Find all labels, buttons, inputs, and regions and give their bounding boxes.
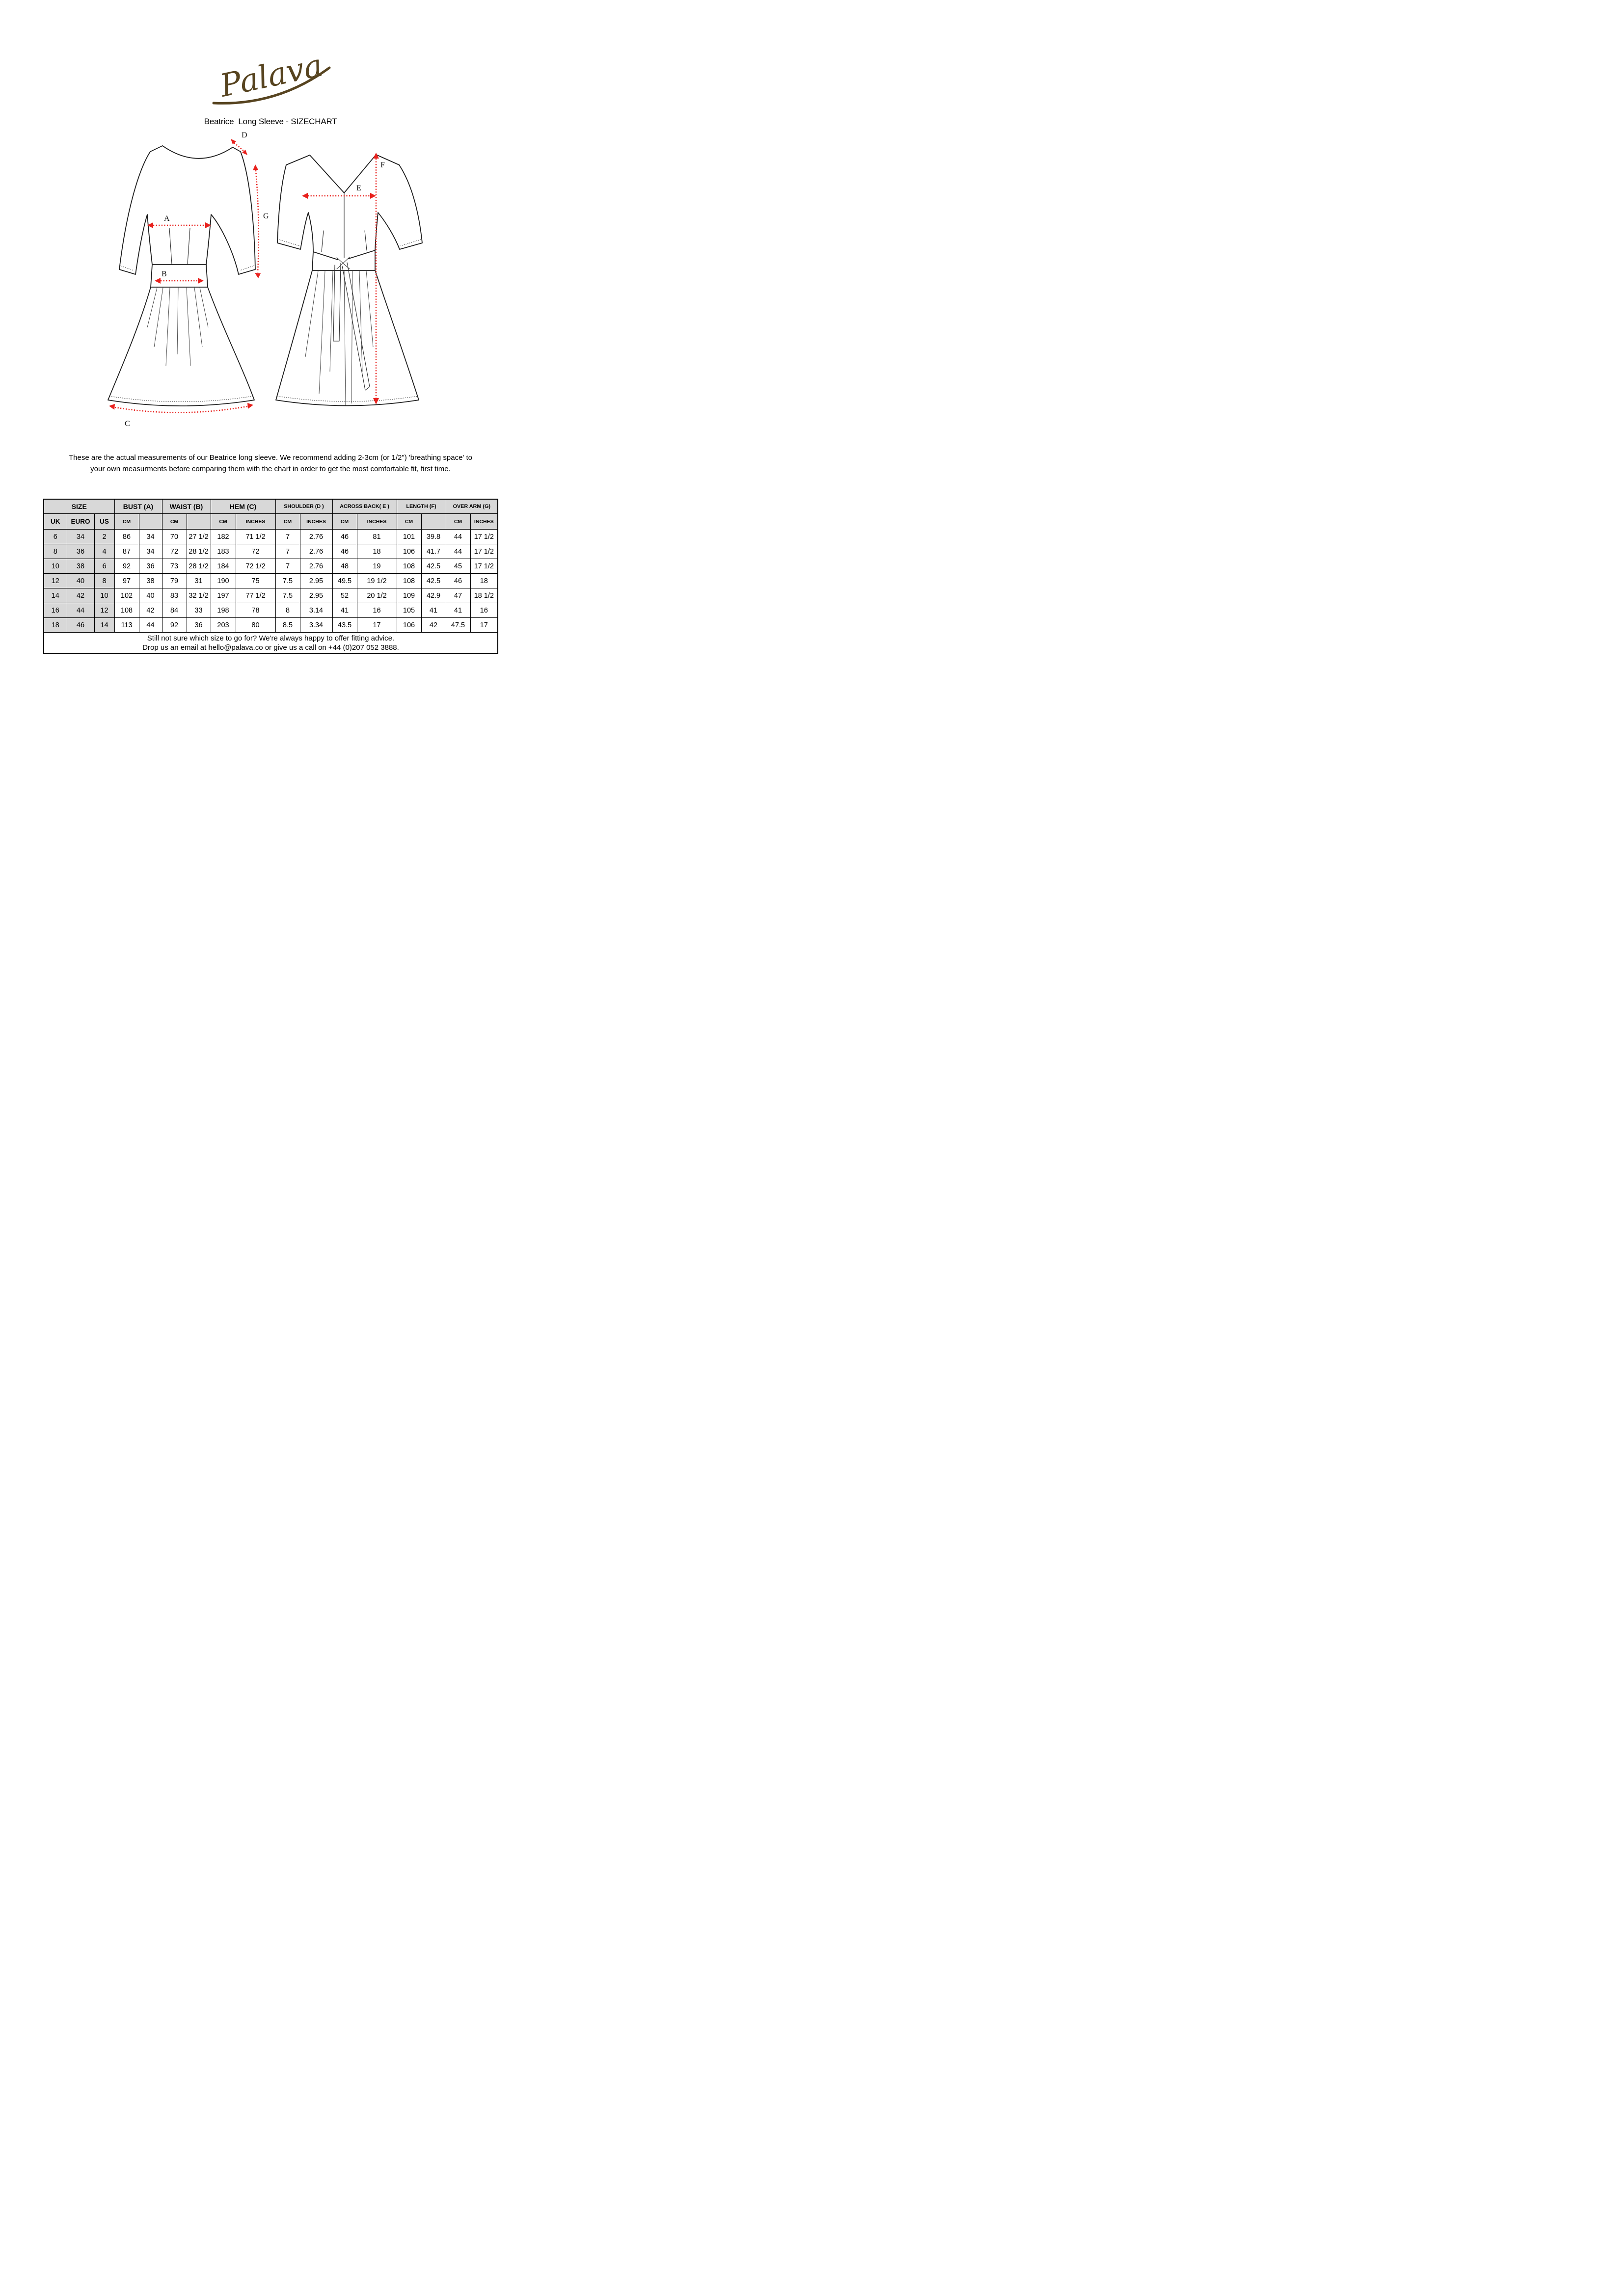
column-group-header: BUST (A) xyxy=(114,499,162,514)
table-cell: 20 1/2 xyxy=(357,588,397,603)
table-cell: 41 xyxy=(421,603,446,618)
column-subheader: INCHES xyxy=(470,514,498,530)
table-cell: 47.5 xyxy=(446,618,470,633)
table-cell: 14 xyxy=(94,618,114,633)
column-group-header: LENGTH (F) xyxy=(397,499,446,514)
shoulder-arrow xyxy=(234,143,244,151)
column-subheader: EURO xyxy=(67,514,94,530)
hem-label: C xyxy=(125,420,130,428)
column-subheader: CM xyxy=(162,514,187,530)
table-cell: 7.5 xyxy=(275,574,300,588)
table-cell: 106 xyxy=(397,544,421,559)
table-cell: 2.76 xyxy=(300,544,332,559)
table-cell: 38 xyxy=(67,559,94,574)
table-group-header-row xyxy=(44,499,498,514)
table-cell: 14 xyxy=(44,588,67,603)
table-cell: 3.34 xyxy=(300,618,332,633)
table-row xyxy=(44,618,498,633)
table-cell: 75 xyxy=(236,574,275,588)
front-hem-stitch-line xyxy=(109,396,253,402)
table-cell: 72 1/2 xyxy=(236,559,275,574)
table-cell: 46 xyxy=(67,618,94,633)
table-cell: 42.5 xyxy=(421,559,446,574)
hem-arrow xyxy=(115,406,247,413)
table-cell: 44 xyxy=(139,618,162,633)
table-cell: 17 1/2 xyxy=(470,544,498,559)
table-cell: 41 xyxy=(446,603,470,618)
table-cell: 40 xyxy=(139,588,162,603)
column-subheader: CM xyxy=(397,514,421,530)
table-cell: 31 xyxy=(187,574,211,588)
table-cell: 18 xyxy=(357,544,397,559)
table-cell: 183 xyxy=(211,544,236,559)
table-cell: 106 xyxy=(397,618,421,633)
table-cell: 42 xyxy=(139,603,162,618)
front-skirt-pleats xyxy=(147,288,208,366)
column-subheader: CM xyxy=(211,514,236,530)
table-cell: 12 xyxy=(44,574,67,588)
table-cell: 33 xyxy=(187,603,211,618)
table-cell: 52 xyxy=(332,588,357,603)
table-cell: 80 xyxy=(236,618,275,633)
column-subheader xyxy=(421,514,446,530)
column-subheader: CM xyxy=(114,514,139,530)
size-chart-section xyxy=(43,499,498,654)
table-row xyxy=(44,530,498,544)
footer-line-2: Drop us an email at hello@palava.co or give us a call on +44 (0)207 052 3888. xyxy=(142,643,399,652)
hem-arrowhead-left xyxy=(109,404,115,410)
table-row xyxy=(44,559,498,574)
front-bodice-darts xyxy=(169,228,190,264)
front-dress-diagram xyxy=(102,131,274,435)
table-cell: 184 xyxy=(211,559,236,574)
table-cell: 2.76 xyxy=(300,530,332,544)
table-row xyxy=(44,574,498,588)
table-cell: 42 xyxy=(67,588,94,603)
waist-arrowhead-right xyxy=(198,278,204,284)
column-subheader xyxy=(187,514,211,530)
table-cell: 87 xyxy=(114,544,139,559)
page-title: Beatrice Long Sleeve - SIZECHART xyxy=(204,117,337,126)
table-cell: 19 xyxy=(357,559,397,574)
across-back-label: E xyxy=(356,184,361,192)
table-cell: 92 xyxy=(162,618,187,633)
table-cell: 32 1/2 xyxy=(187,588,211,603)
back-tie-tail-diagonal xyxy=(342,263,370,390)
back-center-skirt-seam xyxy=(344,270,346,405)
column-group-header: SIZE xyxy=(44,499,114,514)
column-subheader: US xyxy=(94,514,114,530)
table-cell: 18 xyxy=(44,618,67,633)
column-subheader: CM xyxy=(446,514,470,530)
table-cell: 44 xyxy=(446,544,470,559)
table-row xyxy=(44,588,498,603)
table-cell: 108 xyxy=(397,574,421,588)
table-cell: 41 xyxy=(332,603,357,618)
table-cell: 81 xyxy=(357,530,397,544)
size-chart-table xyxy=(43,499,498,654)
table-cell: 8 xyxy=(94,574,114,588)
back-dress-outline xyxy=(276,155,422,406)
table-cell: 70 xyxy=(162,530,187,544)
table-cell: 36 xyxy=(187,618,211,633)
column-group-header: WAIST (B) xyxy=(162,499,211,514)
table-cell: 43.5 xyxy=(332,618,357,633)
table-cell: 44 xyxy=(67,603,94,618)
table-cell: 108 xyxy=(114,603,139,618)
hem-arrowhead-right xyxy=(247,403,253,409)
column-subheader: INCHES xyxy=(236,514,275,530)
table-cell: 197 xyxy=(211,588,236,603)
table-cell: 45 xyxy=(446,559,470,574)
shoulder-label: D xyxy=(242,131,247,139)
table-cell: 44 xyxy=(446,530,470,544)
over-arm-label: G xyxy=(263,212,269,220)
length-label: F xyxy=(380,161,385,169)
column-group-header: OVER ARM (G) xyxy=(446,499,498,514)
table-cell: 105 xyxy=(397,603,421,618)
column-group-header: ACROSS BACK( E ) xyxy=(332,499,397,514)
table-cell: 12 xyxy=(94,603,114,618)
table-cell: 17 1/2 xyxy=(470,530,498,544)
table-cell: 2.95 xyxy=(300,574,332,588)
table-cell: 3.14 xyxy=(300,603,332,618)
table-cell: 49.5 xyxy=(332,574,357,588)
column-subheader xyxy=(139,514,162,530)
table-cell: 109 xyxy=(397,588,421,603)
front-dress-outline xyxy=(108,146,255,406)
table-cell: 34 xyxy=(67,530,94,544)
table-cell: 2 xyxy=(94,530,114,544)
table-cell: 113 xyxy=(114,618,139,633)
table-cell: 36 xyxy=(139,559,162,574)
shoulder-arrowhead-top xyxy=(231,139,236,144)
table-cell: 2.95 xyxy=(300,588,332,603)
table-cell: 46 xyxy=(332,530,357,544)
table-cell: 28 1/2 xyxy=(187,559,211,574)
brand-logo xyxy=(0,46,541,110)
table-cell: 17 xyxy=(357,618,397,633)
table-cell: 101 xyxy=(397,530,421,544)
table-cell: 46 xyxy=(446,574,470,588)
table-cell: 40 xyxy=(67,574,94,588)
table-cell: 8 xyxy=(44,544,67,559)
over-arm-arrow xyxy=(256,170,259,272)
back-cuff-stitch-lines xyxy=(279,240,421,246)
table-cell: 42 xyxy=(421,618,446,633)
column-group-header: SHOULDER (D ) xyxy=(275,499,332,514)
table-cell: 16 xyxy=(44,603,67,618)
table-cell: 10 xyxy=(94,588,114,603)
table-cell: 27 1/2 xyxy=(187,530,211,544)
table-footer-row xyxy=(44,633,498,654)
footer-line-1: Still not sure which size to go for? We're always happy to offer fitting advice. xyxy=(147,634,395,642)
table-cell: 86 xyxy=(114,530,139,544)
table-cell: 19 1/2 xyxy=(357,574,397,588)
palava-logo-icon xyxy=(204,46,337,110)
table-cell: 198 xyxy=(211,603,236,618)
column-subheader: INCHES xyxy=(300,514,332,530)
table-cell: 79 xyxy=(162,574,187,588)
waist-arrowhead-left xyxy=(155,278,161,284)
table-footer-note xyxy=(44,633,498,654)
table-cell: 77 1/2 xyxy=(236,588,275,603)
column-group-header: HEM (C) xyxy=(211,499,275,514)
intro-line-1: These are the actual measurements of our Beatrice long sleeve. We recommend adding 2-3cm (or 1/2") 'breathing space' to xyxy=(68,454,473,462)
column-subheader: INCHES xyxy=(357,514,397,530)
table-cell: 83 xyxy=(162,588,187,603)
table-cell: 16 xyxy=(357,603,397,618)
table-cell: 73 xyxy=(162,559,187,574)
table-cell: 42.5 xyxy=(421,574,446,588)
column-subheader: UK xyxy=(44,514,67,530)
table-cell: 108 xyxy=(397,559,421,574)
table-cell: 42.9 xyxy=(421,588,446,603)
over-arm-arrowhead-bottom xyxy=(255,273,261,278)
table-cell: 34 xyxy=(139,544,162,559)
table-cell: 7 xyxy=(275,559,300,574)
table-cell: 190 xyxy=(211,574,236,588)
column-subheader: CM xyxy=(275,514,300,530)
table-row xyxy=(44,603,498,618)
table-cell: 41.7 xyxy=(421,544,446,559)
over-arm-arrowhead-top xyxy=(253,164,258,170)
table-cell: 6 xyxy=(44,530,67,544)
table-cell: 102 xyxy=(114,588,139,603)
table-cell: 78 xyxy=(236,603,275,618)
length-arrowhead-bottom xyxy=(373,398,379,404)
across-back-arrowhead-right xyxy=(370,193,376,199)
table-subheader-row xyxy=(44,514,498,530)
intro-line-2: your own measurments before comparing them with the chart in order to get the most comfortable fit, first time. xyxy=(90,465,451,473)
table-row xyxy=(44,544,498,559)
table-cell: 72 xyxy=(236,544,275,559)
back-dress-diagram xyxy=(269,131,431,435)
table-cell: 8 xyxy=(275,603,300,618)
back-tie-tail-vertical xyxy=(333,263,341,341)
back-hem-stitch-line xyxy=(277,396,418,401)
waist-label: B xyxy=(162,270,167,278)
back-tie-knot xyxy=(337,257,350,269)
table-cell: 28 1/2 xyxy=(187,544,211,559)
table-cell: 10 xyxy=(44,559,67,574)
table-cell: 17 xyxy=(470,618,498,633)
table-cell: 39.8 xyxy=(421,530,446,544)
table-cell: 97 xyxy=(114,574,139,588)
table-cell: 18 1/2 xyxy=(470,588,498,603)
table-cell: 6 xyxy=(94,559,114,574)
table-cell: 18 xyxy=(470,574,498,588)
table-cell: 8.5 xyxy=(275,618,300,633)
table-cell: 17 1/2 xyxy=(470,559,498,574)
table-cell: 71 1/2 xyxy=(236,530,275,544)
intro-text xyxy=(0,452,541,475)
table-cell: 84 xyxy=(162,603,187,618)
front-cuff-stitch-lines xyxy=(120,266,254,270)
table-cell: 72 xyxy=(162,544,187,559)
logo-text: Palava xyxy=(216,47,326,105)
bust-label: A xyxy=(164,214,170,223)
table-cell: 92 xyxy=(114,559,139,574)
table-cell: 7 xyxy=(275,530,300,544)
table-cell: 203 xyxy=(211,618,236,633)
table-cell: 38 xyxy=(139,574,162,588)
table-cell: 34 xyxy=(139,530,162,544)
size-diagram-area xyxy=(0,131,541,438)
table-cell: 16 xyxy=(470,603,498,618)
across-back-arrowhead-left xyxy=(302,193,308,199)
table-cell: 36 xyxy=(67,544,94,559)
column-subheader: CM xyxy=(332,514,357,530)
table-cell: 182 xyxy=(211,530,236,544)
table-cell: 7 xyxy=(275,544,300,559)
table-cell: 47 xyxy=(446,588,470,603)
table-cell: 2.76 xyxy=(300,559,332,574)
table-cell: 48 xyxy=(332,559,357,574)
table-cell: 4 xyxy=(94,544,114,559)
table-cell: 46 xyxy=(332,544,357,559)
table-cell: 7.5 xyxy=(275,588,300,603)
